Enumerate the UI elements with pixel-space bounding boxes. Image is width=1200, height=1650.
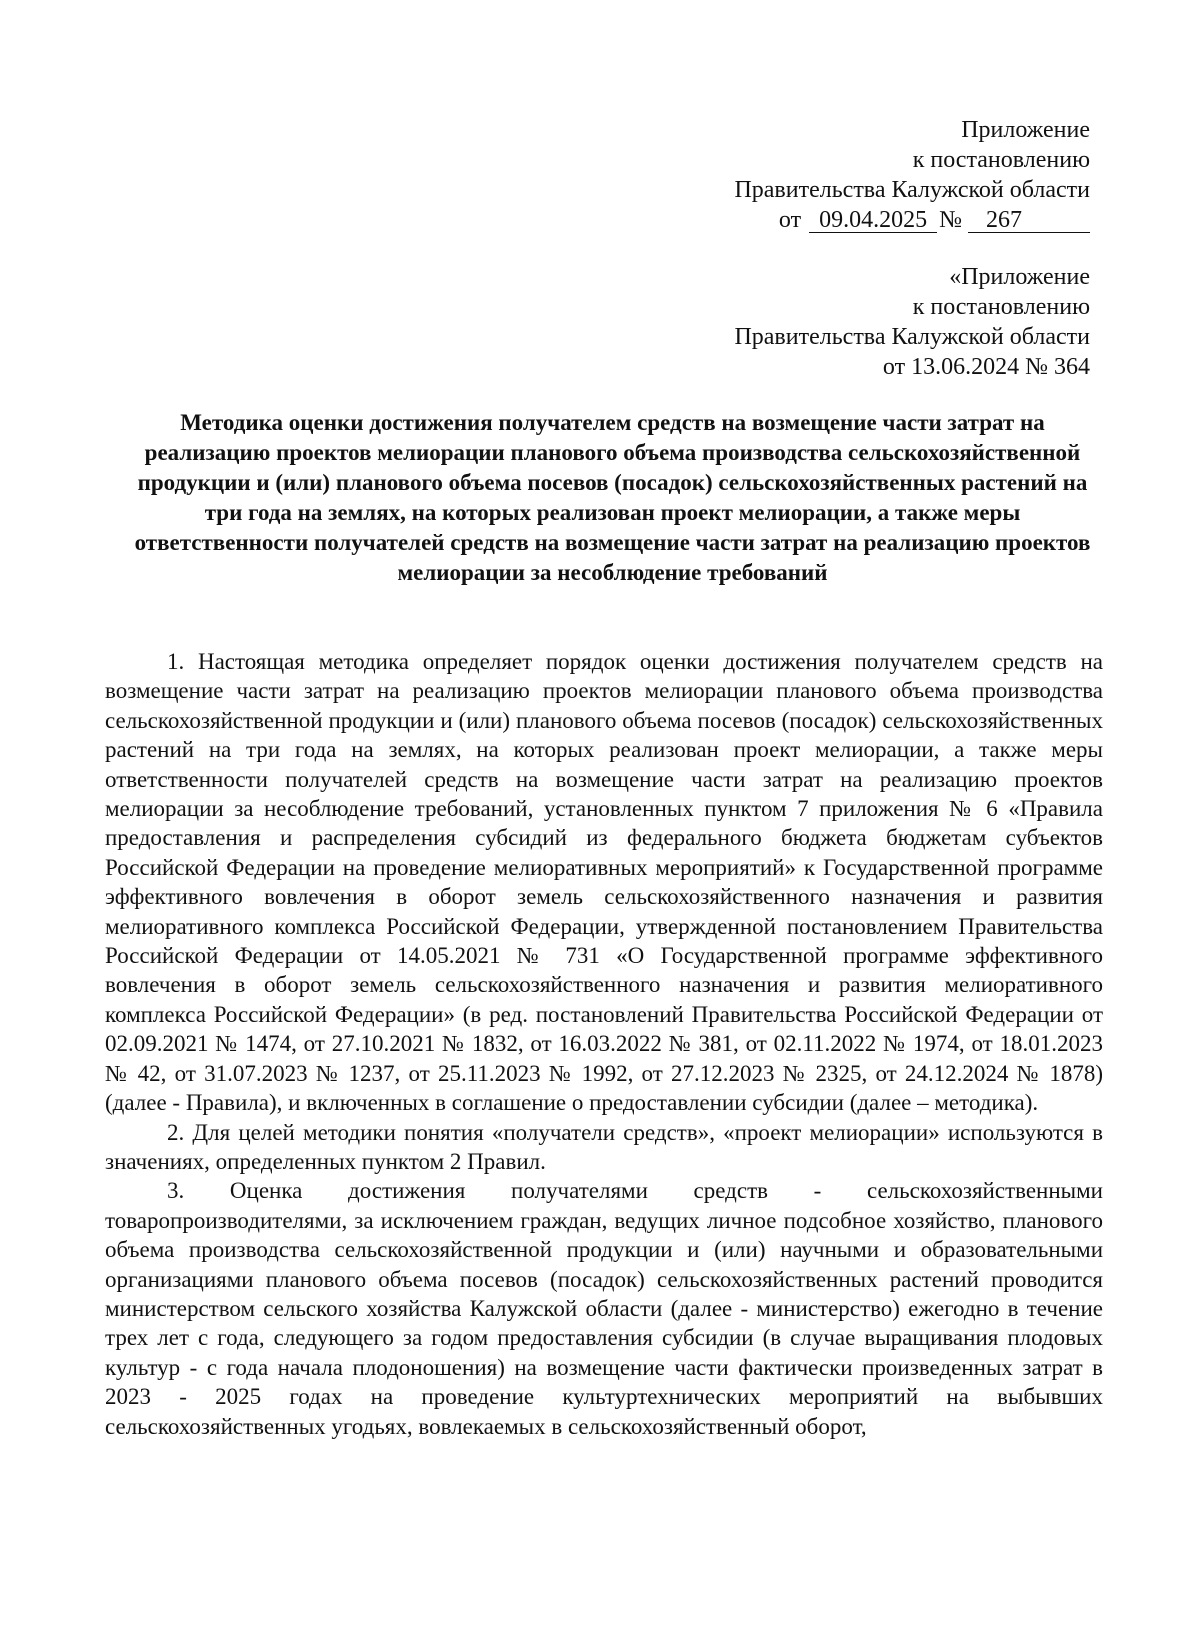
document-body	[105, 647, 1103, 1441]
original-appendix-header	[734, 262, 1090, 382]
original-appendix-to-decree: к постановлению	[912, 294, 1090, 320]
original-appendix-government: Правительства Калужской области	[734, 324, 1090, 350]
original-appendix-date-number: от 13.06.2024 № 364	[882, 354, 1090, 380]
paragraph-1: 1. Настоящая методика определяет порядок оценки достижения получателем средств на возмещение части затрат на реализацию проектов мелиорации планового объема производства сельскохозяйственной продукции и (или) планового объема посевов (посадок) сельскохозяйственных растений на три года на землях, на которых реализован проект мелиорации, а также меры ответственности получателей средств на возмещение части затрат на реализацию проектов мелиорации за несоблюдение требований, установленных пунктом 7 приложения № 6 «Правила предоставления и распределения субсидий из федерального бюджета бюджетам субъектов Российской Федерации на проведение мелиоративных мероприятий» к Государственной программе эффективного вовлечения в оборот земель сельскохозяйственного назначения и развития мелиоративного комплекса Российской Федерации, утвержденной постановлением Правительства Российской Федерации от 14.05.2021 № 731 «О Государственной программе эффективного вовлечения в оборот земель сельскохозяйственного назначения и развития мелиоративного комплекса Российской Федерации» (в ред. постановлений Правительства Российской Федерации от 02.09.2021 № 1474, от 27.10.2021 № 1832, от 16.03.2022 № 381, от 02.11.2022 № 1974, от 18.01.2023 № 42, от 31.07.2023 № 1237, от 25.11.2023 № 1992, от 27.12.2023 № 2325, от 24.12.2024 № 1878) (далее - Правила), и включенных в соглашение о предоставлении субсидии (далее – методика).	[105, 649, 1103, 1116]
document-title: Методика оценки достижения получателем средств на возмещение части затрат на реализацию проектов мелиорации планового объема производства сельскохозяйственной продукции и (или) планового объема посевов (посадок) сельскохозяйственных растений на три года на землях, на которых реализован проект мелиорации, а также меры ответственности получателей средств на возмещение части затрат на реализацию проектов мелиорации за несоблюдение требований	[134, 410, 1091, 585]
paragraph-3: 3. Оценка достижения получателями средств - сельскохозяйственными товаропроизводителями, за исключением граждан, ведущих личное подсобное хозяйство, планового объема производства сельскохозяйственной продукции и (или) научными и образовательными организациями планового объема посевов (посадок) сельскохозяйственных растений проводится министерством сельского хозяйства Калужской области (далее - министерство) ежегодно в течение трех лет с года, следующего за годом предоставления субсидии (в случае выращивания плодовых культур - с года начала плодоношения) на возмещение части фактически произведенных затрат в 2023 - 2025 годах на проведение культуртехнических мероприятий на выбывших сельскохозяйственных угодьях, вовлекаемых в сельскохозяйственный оборот,	[105, 1178, 1103, 1439]
appendix-government: Правительства Калужской области	[734, 177, 1090, 203]
appendix-date-number-line	[734, 205, 1090, 235]
decree-date: 09.04.2025	[809, 208, 937, 233]
paragraph-2: 2. Для целей методики понятия «получатели средств», «проект мелиорации» используются в значениях, определенных пунктом 2 Правил.	[105, 1119, 1103, 1174]
appendix-label: Приложение	[961, 117, 1090, 143]
original-appendix-label: «Приложение	[949, 264, 1090, 290]
date-prefix: от	[778, 207, 802, 233]
appendix-to-decree: к постановлению	[912, 147, 1090, 173]
appendix-header	[734, 115, 1090, 235]
decree-number: 267	[968, 208, 1090, 233]
number-sign: №	[939, 207, 962, 233]
